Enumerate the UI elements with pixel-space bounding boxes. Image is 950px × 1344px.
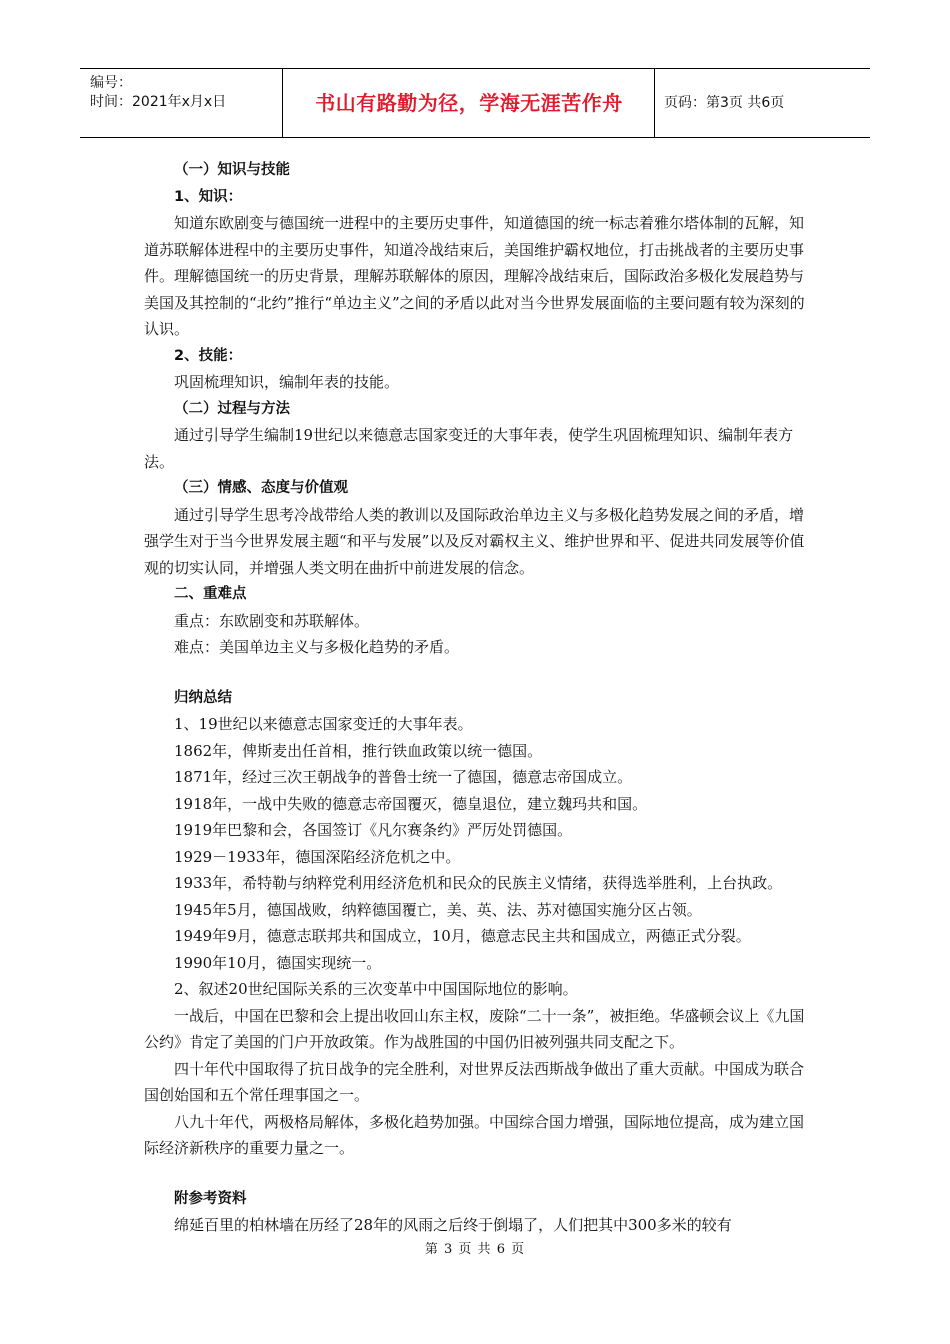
timeline-event: 1990年10月，德国实现统一。 <box>174 953 382 972</box>
paragraph: 八九十年代，两极格局解体，多极化趋势加强。中国综合国力增强，国际地位提高，成为建立国际经济新秩序的重要力量之一。 <box>144 1112 805 1157</box>
timeline-event: 1871年，经过三次王朝战争的普鲁士统一了德国，德意志帝国成立。 <box>174 768 633 786</box>
header-divider <box>654 69 655 137</box>
summary-item: 1、19世纪以来德意志国家变迁的大事年表。 <box>174 715 473 733</box>
section-heading: （二）过程与方法 <box>174 400 290 417</box>
page-header <box>80 68 870 138</box>
section-heading: （一）知识与技能 <box>174 162 290 178</box>
section-heading: 二、重难点 <box>174 586 247 602</box>
timeline-event: 1919年巴黎和会，各国签订《凡尔赛条约》严厉处罚德国。 <box>174 821 573 839</box>
paragraph: 知道东欧剧变与德国统一进程中的主要历史事件，知道德国的统一标志着雅尔塔体制的瓦解，知道苏联解体进程中的主要历史事件，知道冷战结束后，美国维护霸权地位，打击挑战者的主要历史事件。理解德国统一的历史背景，理解苏联解体的原因，理解冷战结束后，国际政治多极化发展趋势与美国及其控制的“北约”推行“单边主义”之间的矛盾以此对当今世界发展面临的主要问题有较为深刻的认识。 <box>144 214 805 338</box>
paragraph: 绵延百里的柏林墙在历经了28年的风雨之后终于倒塌了，人们把其中300多米的较有 <box>174 1216 732 1234</box>
timeline-event: 1933年，希特勒与纳粹党利用经济危机和民众的民族主义情绪，获得选举胜利，上台执政。 <box>174 874 783 892</box>
header-meta <box>80 69 282 137</box>
timeline-event: 1918年，一战中失败的德意志帝国覆灭，德皇退位，建立魏玛共和国。 <box>174 794 648 813</box>
paragraph: 通过引导学生思考冷战带给人类的教训以及国际政治单边主义与多极化趋势发展之间的矛盾，增强学生对于当今世界发展主题“和平与发展”以及反对霸权主义、维护世界和平、促进共同发展等价值观的切实认同，并增强人类文明在曲折中前进发展的信念。 <box>144 505 805 577</box>
spacer <box>144 1162 814 1186</box>
header-motto: 书山有路勤为径，学海无涯苦作舟 <box>315 91 623 115</box>
subsection-heading: 1、知识： <box>174 188 243 205</box>
timeline-event: 1949年9月，德意志联邦共和国成立，10月，德意志民主共和国成立，两德正式分裂。 <box>174 927 751 945</box>
paragraph: 一战后，中国在巴黎和会上提出收回山东主权，废除“二十一条”，被拒绝。华盛顿会议上《九国公约》肯定了美国的门户开放政策。作为战胜国的中国仍旧被列强共同支配之下。 <box>144 1006 805 1051</box>
paragraph: 通过引导学生编制19世纪以来德意志国家变迁的大事年表，使学生巩固梳理知识、编制年表方法。 <box>144 426 794 471</box>
time-label: 时间：2021年x月x日 <box>90 94 227 110</box>
timeline-event: 1862年，俾斯麦出任首相，推行铁血政策以统一德国。 <box>174 741 543 760</box>
header-divider <box>282 69 283 137</box>
subsection-heading: 2、技能： <box>174 347 243 364</box>
timeline-event: 1929－1933年，德国深陷经济危机之中。 <box>174 847 461 866</box>
paragraph: 巩固梳理知识，编制年表的技能。 <box>174 373 400 391</box>
paragraph: 四十年代中国取得了抗日战争的完全胜利，对世界反法西斯战争做出了重大贡献。中国成为联合国创始国和五个常任理事国之一。 <box>144 1059 805 1104</box>
header-page-label: 页码：第3页 共6页 <box>664 95 785 111</box>
page-footer: 第 3 页 共 6 页 <box>424 1242 526 1257</box>
spacer <box>144 661 814 685</box>
summary-heading: 归纳总结 <box>174 689 232 706</box>
reference-heading: 附参考资料 <box>174 1190 247 1207</box>
difficult-point: 难点：美国单边主义与多极化趋势的矛盾。 <box>174 638 460 656</box>
number-label: 编号： <box>90 75 132 91</box>
timeline-event: 1945年5月，德国战败，纳粹德国覆亡，美、英、法、苏对德国实施分区占领。 <box>174 900 702 919</box>
document-body <box>144 157 814 1239</box>
section-heading: （三）情感、态度与价值观 <box>174 480 348 496</box>
key-point: 重点：东欧剧变和苏联解体。 <box>174 611 370 630</box>
summary-item: 2、叙述20世纪国际关系的三次变革中中国国际地位的影响。 <box>174 980 578 998</box>
